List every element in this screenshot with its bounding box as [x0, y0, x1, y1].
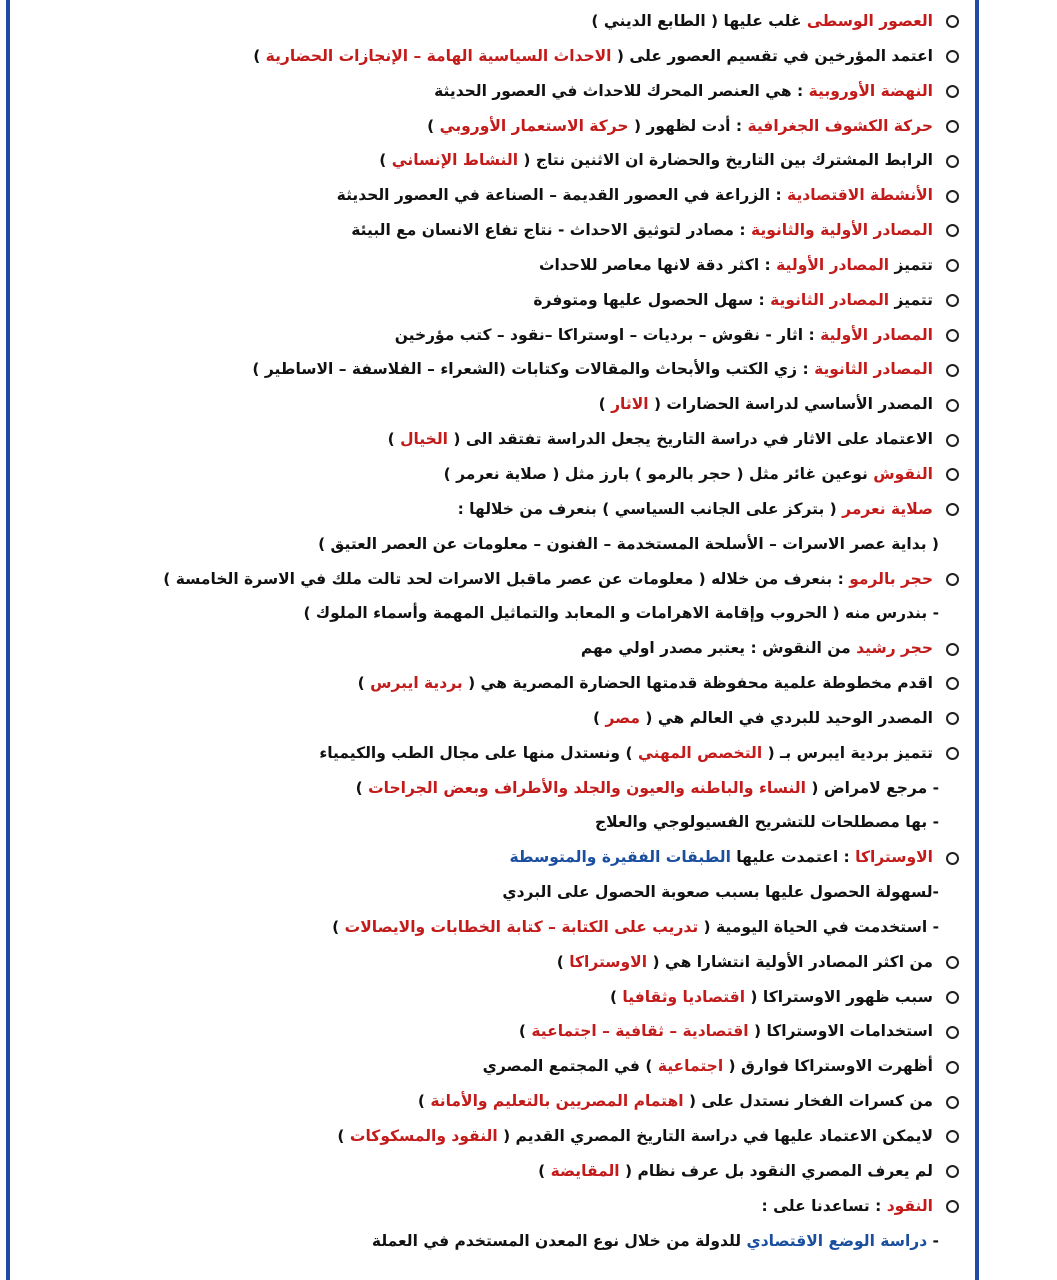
circle-bullet-icon	[946, 573, 959, 586]
circle-bullet-icon	[946, 677, 959, 690]
bullet-item	[20, 666, 961, 701]
line-text: الرابط المشترك بين التاريخ والحضارة ان الاثنين نتاج (	[518, 151, 933, 170]
line-text: )	[598, 395, 612, 414]
highlight-red-text: المصادر الثانوية	[814, 360, 933, 379]
sub-item	[20, 527, 961, 562]
highlight-red-text: النشاط الإنساني	[391, 151, 519, 170]
highlight-red-text: اقتصادية – ثقافية – اجتماعية	[531, 1022, 749, 1041]
line-text: )	[417, 1092, 431, 1111]
line-text: اقدم مخطوطة علمية محفوظة قدمتها الحضارة المصرية هي (	[462, 674, 933, 693]
bullet-item	[20, 631, 961, 666]
circle-bullet-icon	[946, 259, 959, 272]
circle-bullet-icon	[946, 224, 959, 237]
circle-bullet-icon	[946, 120, 959, 133]
sub-item	[20, 1224, 961, 1259]
bullet-item	[20, 1189, 961, 1224]
line-text: ) ونستدل منها على مجال الطب والكيمياء	[319, 743, 638, 762]
line-text: )	[379, 151, 392, 170]
line-text: المصدر الأساسي لدراسة الحضارات (	[648, 395, 933, 414]
bullet-item	[20, 178, 961, 213]
bullet-item	[20, 109, 961, 144]
circle-bullet-icon	[946, 155, 959, 168]
sub-item	[20, 875, 961, 910]
highlight-red-text: النهضة الأوروبية	[808, 81, 933, 100]
line-text: : اعتمدت عليها	[730, 848, 856, 867]
circle-bullet-icon	[946, 364, 959, 377]
line-text: )	[355, 778, 369, 797]
highlight-red-text: الخيال	[400, 430, 448, 449]
bullet-item	[20, 736, 961, 771]
line-text: سبب ظهور الاوستراكا (	[745, 987, 933, 1006]
bullet-item	[20, 840, 961, 875]
line-text: من كسرات الفخار نستدل على (	[683, 1092, 933, 1111]
highlight-blue-text: الطبقات الفقيرة والمتوسطة	[509, 848, 731, 867]
line-text: : هي العنصر المحرك للاحداث في العصور الحديثة	[434, 81, 809, 100]
highlight-red-text: الاوستراكا	[569, 952, 648, 971]
line-text: المصدر الوحيد للبردي في العالم هي (	[639, 708, 933, 727]
line-text: ( بداية عصر الاسرات – الأسلحة المستخدمة – الفنون – معلومات عن العصر العتيق )	[318, 534, 939, 553]
line-text: : اكثر دقة لانها معاصر للاحداث	[538, 255, 777, 274]
line-text: : أدت لظهور (	[628, 116, 748, 135]
line-text: - بها مصطلحات للتشريح الفسيولوجي والعلاج	[595, 813, 939, 832]
line-text: )	[518, 1022, 532, 1041]
line-text: - مرجع لامراض (	[805, 778, 939, 797]
bullet-item	[20, 283, 961, 318]
line-text: )	[337, 1127, 350, 1145]
bullet-item	[20, 562, 961, 597]
line-text: -	[927, 1231, 939, 1250]
line-text: )	[538, 1161, 551, 1180]
line-text: : سهل الحصول عليها ومتوفرة	[533, 290, 771, 309]
line-text: أظهرت الاوستراكا فوارق (	[723, 1057, 933, 1076]
bullet-item	[20, 39, 961, 74]
highlight-red-text: حجر بالرمو	[849, 569, 933, 588]
line-text: : زي الكتب والأبحاث والمقالات وكتابات (الشعراء – الفلاسفة – الاساطير )	[252, 360, 815, 379]
circle-bullet-icon	[946, 991, 959, 1004]
highlight-red-text: تدريب على الكتابة – كتابة الخطابات والايصالات	[344, 917, 699, 936]
line-text: )	[427, 116, 440, 135]
bullet-item	[20, 318, 961, 353]
line-text: ) في المجتمع المصري	[482, 1057, 658, 1076]
line-text: : مصادر لتوثيق الاحداث - نتاج تفاع الانسان مع البيئة	[351, 221, 751, 240]
bullet-item	[20, 248, 961, 283]
line-text: من النقوش : يعتبر مصدر اولي مهم	[580, 639, 857, 658]
circle-bullet-icon	[946, 329, 959, 342]
line-text: اعتمد المؤرخين في تقسيم العصور على (	[611, 46, 933, 65]
highlight-red-text: النقود والمسكوكات	[349, 1127, 498, 1145]
highlight-blue-text: دراسة الوضع الاقتصادي	[746, 1231, 928, 1250]
bullet-item	[20, 1154, 961, 1189]
line-text: تتميز	[889, 290, 933, 309]
circle-bullet-icon	[946, 1165, 959, 1178]
line-text: )	[332, 917, 345, 936]
sub-item	[20, 805, 961, 840]
line-text: -لسهولة الحصول عليها بسبب صعوبة الحصول على البردي	[502, 883, 939, 902]
line-text: - بندرس منه ( الحروب وإقامة الاهرامات و المعابد والتماثيل المهمة وأسماء الملوك )	[303, 604, 939, 623]
highlight-red-text: الاوستراكا	[855, 848, 933, 867]
line-text: )	[357, 674, 371, 693]
highlight-red-text: العصور الوسطى	[806, 12, 933, 30]
line-text: تتميز بردية ايبرس بـ (	[762, 743, 933, 762]
circle-bullet-icon	[946, 1096, 959, 1109]
highlight-red-text: النساء والباطنه والعيون والجلد والأطراف وبعض الجراحات	[368, 778, 806, 797]
circle-bullet-icon	[946, 1130, 959, 1143]
line-text: غلب عليها ( الطابع الديني )	[591, 12, 807, 30]
line-text: : الزراعة في العصور القديمة – الصناعة في العصور الحديثة	[336, 186, 788, 205]
bullet-item	[20, 352, 961, 387]
line-text: تتميز	[889, 255, 933, 274]
highlight-red-text: صلاية نعرمر	[842, 499, 933, 518]
line-text: : بنعرف من خلاله ( معلومات عن عصر ماقبل الاسرات لحد تالت ملك في الاسرة الخامسة )	[163, 569, 850, 588]
bullet-item	[20, 945, 961, 980]
circle-bullet-icon	[946, 643, 959, 656]
circle-bullet-icon	[946, 747, 959, 760]
bullet-item	[20, 74, 961, 109]
line-text: )	[592, 708, 606, 727]
circle-bullet-icon	[946, 1200, 959, 1213]
circle-bullet-icon	[946, 50, 959, 63]
highlight-red-text: المصادر الأولية والثانوية	[751, 221, 933, 240]
line-text: )	[387, 430, 401, 449]
highlight-red-text: النقوش	[873, 464, 933, 483]
circle-bullet-icon	[946, 190, 959, 203]
bullet-item	[20, 701, 961, 736]
highlight-red-text: الأنشطة الاقتصادية	[787, 186, 933, 205]
highlight-red-text: المصادر الأولية	[820, 325, 933, 344]
highlight-red-text: بردية ايبرس	[370, 674, 463, 693]
circle-bullet-icon	[946, 399, 959, 412]
line-text: للدولة من خلال نوع المعدن المستخدم في العملة	[371, 1231, 747, 1250]
bullet-item	[20, 1119, 961, 1154]
bullet-item	[20, 422, 961, 457]
highlight-red-text: مصر	[605, 708, 640, 727]
circle-bullet-icon	[946, 852, 959, 865]
line-text: )	[609, 987, 623, 1006]
highlight-red-text: حركة الكشوف الجغرافية	[747, 116, 933, 135]
highlight-red-text: الاثار	[611, 395, 649, 414]
highlight-red-text: المصادر الثانوية	[770, 290, 890, 309]
sub-item	[20, 910, 961, 945]
highlight-red-text: حجر رشيد	[856, 639, 933, 658]
circle-bullet-icon	[946, 712, 959, 725]
sub-item	[20, 596, 961, 631]
line-text: - استخدمت في الحياة اليومية (	[698, 917, 939, 936]
circle-bullet-icon	[946, 294, 959, 307]
line-text: لم يعرف المصري النقود بل عرف نظام (	[619, 1161, 933, 1180]
bullet-item	[20, 1084, 961, 1119]
bullet-item	[20, 1049, 961, 1084]
line-text: : اثار - نقوش – برديات – اوستراكا –نقود – كتب مؤرخين	[394, 325, 821, 344]
sub-item	[20, 771, 961, 806]
circle-bullet-icon	[946, 85, 959, 98]
highlight-red-text: اقتصاديا وثقافيا	[622, 987, 746, 1006]
line-text: )	[253, 46, 266, 65]
highlight-red-text: حركة الاستعمار الأوروبي	[439, 116, 629, 135]
notes-list	[20, 4, 961, 1258]
line-text: من اكثر المصادر الأولية انتشارا هي (	[647, 952, 933, 971]
bullet-item	[20, 492, 961, 527]
line-text: )	[556, 952, 570, 971]
highlight-red-text: التخصص المهني	[637, 743, 763, 762]
circle-bullet-icon	[946, 1026, 959, 1039]
bullet-item	[20, 4, 961, 39]
line-text: استخدامات الاوستراكا (	[748, 1022, 933, 1041]
page-border-right	[975, 0, 979, 1280]
highlight-red-text: اجتماعية	[657, 1057, 724, 1076]
page-border-left	[6, 0, 10, 1280]
line-text: الاعتماد على الاثار في دراسة التاريخ يجعل الدراسة تفتقد الى (	[447, 430, 933, 449]
highlight-red-text: اهتمام المصريين بالتعليم والأمانة	[430, 1092, 684, 1111]
line-text: ( بتركز على الجانب السياسي ) بنعرف من خلالها :	[457, 499, 843, 518]
circle-bullet-icon	[946, 434, 959, 447]
circle-bullet-icon	[946, 15, 959, 28]
highlight-red-text: النقود	[886, 1196, 933, 1215]
highlight-red-text: المقايضة	[550, 1161, 620, 1180]
highlight-red-text: الاحداث السياسية الهامة – الإنجازات الحضارية	[265, 46, 612, 65]
line-text: لايمكن الاعتماد عليها في دراسة التاريخ المصري القديم (	[497, 1127, 933, 1145]
bullet-item	[20, 213, 961, 248]
circle-bullet-icon	[946, 468, 959, 481]
bullet-item	[20, 387, 961, 422]
bullet-item	[20, 1014, 961, 1049]
line-text: : تساعدنا على :	[761, 1196, 887, 1215]
circle-bullet-icon	[946, 956, 959, 969]
bullet-item	[20, 457, 961, 492]
bullet-item	[20, 143, 961, 178]
line-text: نوعين غائر مثل ( حجر بالرمو ) بارز مثل ( صلاية نعرمر )	[443, 464, 874, 483]
circle-bullet-icon	[946, 503, 959, 516]
circle-bullet-icon	[946, 1061, 959, 1074]
highlight-red-text: المصادر الأولية	[776, 255, 890, 274]
bullet-item	[20, 980, 961, 1015]
